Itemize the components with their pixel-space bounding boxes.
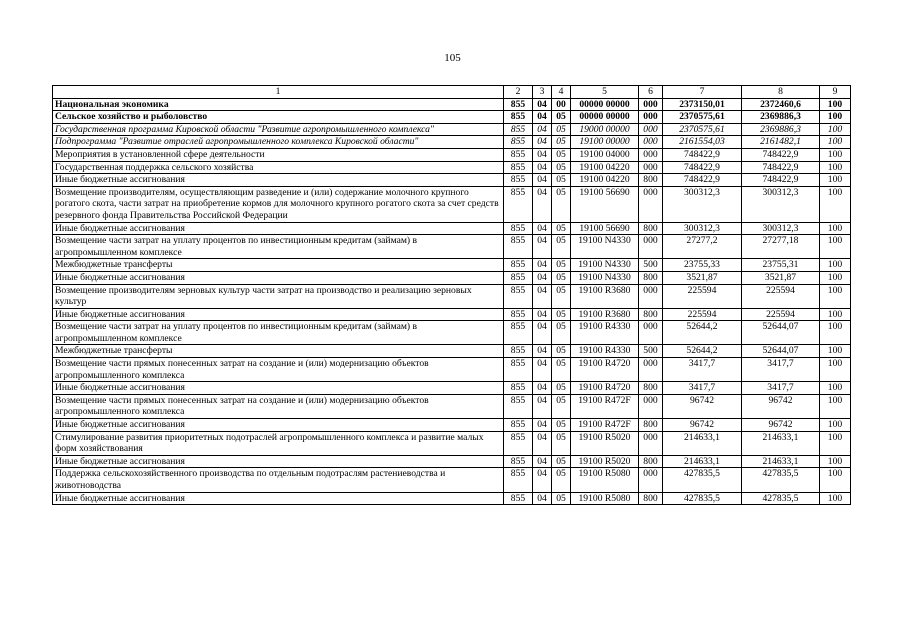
row-name-cell: Иные бюджетные ассигнования — [53, 174, 504, 187]
admin-code-cell: 855 — [504, 358, 533, 382]
table-row — [53, 111, 851, 124]
admin-code-cell: 855 — [504, 98, 533, 111]
subsection-cell: 05 — [552, 161, 571, 174]
percent-cell: 100 — [820, 394, 851, 418]
target-article-cell: 00000 00000 — [571, 98, 639, 111]
admin-code-cell: 855 — [504, 186, 533, 222]
section-cell: 04 — [533, 111, 552, 124]
target-article-cell: 19100 56690 — [571, 222, 639, 235]
row-name-cell: Возмещение части затрат на уплату процентов по инвестиционным кредитам (займам) в агропромышленном комплексе — [53, 321, 504, 345]
table-row — [53, 161, 851, 174]
expense-type-cell: 800 — [639, 222, 663, 235]
subsection-cell: 05 — [552, 358, 571, 382]
subsection-cell: 05 — [552, 468, 571, 492]
percent-cell: 100 — [820, 148, 851, 161]
row-name-cell: Подпрограмма "Развитие отраслей агропромышленного комплекса Кировской области" — [53, 136, 504, 149]
row-name-cell: Национальная экономика — [53, 98, 504, 111]
target-article-cell: 19100 R5020 — [571, 455, 639, 468]
table-row — [53, 123, 851, 136]
section-cell: 04 — [533, 284, 552, 308]
target-article-cell: 19100 R5020 — [571, 431, 639, 455]
admin-code-cell: 855 — [504, 382, 533, 395]
percent-cell: 100 — [820, 136, 851, 149]
header-cell: 8 — [742, 86, 820, 99]
expense-type-cell: 000 — [639, 186, 663, 222]
header-cell: 7 — [663, 86, 742, 99]
planned-amount-cell: 214633,1 — [663, 431, 742, 455]
expense-type-cell: 000 — [639, 123, 663, 136]
percent-cell: 100 — [820, 358, 851, 382]
planned-amount-cell: 2373150,01 — [663, 98, 742, 111]
admin-code-cell: 855 — [504, 148, 533, 161]
subsection-cell: 05 — [552, 394, 571, 418]
executed-amount-cell: 427835,5 — [742, 468, 820, 492]
table-row — [53, 468, 851, 492]
admin-code-cell: 855 — [504, 431, 533, 455]
table-row — [53, 382, 851, 395]
row-name-cell: Государственная программа Кировской области "Развитие агропромышленного комплекса" — [53, 123, 504, 136]
row-name-cell: Сельское хозяйство и рыболовство — [53, 111, 504, 124]
admin-code-cell: 855 — [504, 455, 533, 468]
executed-amount-cell: 52644,07 — [742, 321, 820, 345]
planned-amount-cell: 3521,87 — [663, 271, 742, 284]
target-article-cell: 19100 R4720 — [571, 382, 639, 395]
planned-amount-cell: 52644,2 — [663, 321, 742, 345]
admin-code-cell: 855 — [504, 321, 533, 345]
percent-cell: 100 — [820, 174, 851, 187]
executed-amount-cell: 748422,9 — [742, 148, 820, 161]
table-row — [53, 235, 851, 259]
expense-type-cell: 000 — [639, 111, 663, 124]
target-article-cell: 19100 R4720 — [571, 358, 639, 382]
section-cell: 04 — [533, 136, 552, 149]
section-cell: 04 — [533, 468, 552, 492]
section-cell: 04 — [533, 222, 552, 235]
admin-code-cell: 855 — [504, 222, 533, 235]
row-name-cell: Мероприятия в установленной сфере деятельности — [53, 148, 504, 161]
executed-amount-cell: 300312,3 — [742, 186, 820, 222]
expense-type-cell: 000 — [639, 321, 663, 345]
planned-amount-cell: 225594 — [663, 284, 742, 308]
row-name-cell: Иные бюджетные ассигнования — [53, 308, 504, 321]
executed-amount-cell: 23755,31 — [742, 259, 820, 272]
planned-amount-cell: 300312,3 — [663, 222, 742, 235]
executed-amount-cell: 52644,07 — [742, 345, 820, 358]
admin-code-cell: 855 — [504, 284, 533, 308]
section-cell: 04 — [533, 271, 552, 284]
row-name-cell: Поддержка сельскохозяйственного производства по отдельным подотраслям растениеводства и животноводства — [53, 468, 504, 492]
percent-cell: 100 — [820, 382, 851, 395]
target-article-cell: 19100 56690 — [571, 186, 639, 222]
planned-amount-cell: 748422,9 — [663, 161, 742, 174]
subsection-cell: 05 — [552, 111, 571, 124]
executed-amount-cell: 96742 — [742, 419, 820, 432]
expense-type-cell: 500 — [639, 259, 663, 272]
expense-type-cell: 800 — [639, 174, 663, 187]
table-row — [53, 394, 851, 418]
expense-type-cell: 000 — [639, 284, 663, 308]
target-article-cell: 19100 04220 — [571, 161, 639, 174]
section-cell: 04 — [533, 259, 552, 272]
percent-cell: 100 — [820, 468, 851, 492]
header-cell: 2 — [504, 86, 533, 99]
subsection-cell: 05 — [552, 136, 571, 149]
percent-cell: 100 — [820, 235, 851, 259]
section-cell: 04 — [533, 123, 552, 136]
target-article-cell: 19100 00000 — [571, 136, 639, 149]
percent-cell: 100 — [820, 222, 851, 235]
admin-code-cell: 855 — [504, 235, 533, 259]
admin-code-cell: 855 — [504, 259, 533, 272]
expense-type-cell: 000 — [639, 235, 663, 259]
expense-type-cell: 000 — [639, 431, 663, 455]
subsection-cell: 05 — [552, 148, 571, 161]
expense-type-cell: 000 — [639, 148, 663, 161]
percent-cell: 100 — [820, 284, 851, 308]
executed-amount-cell: 214633,1 — [742, 431, 820, 455]
expense-type-cell: 800 — [639, 455, 663, 468]
target-article-cell: 19100 R5080 — [571, 468, 639, 492]
subsection-cell: 05 — [552, 174, 571, 187]
admin-code-cell: 855 — [504, 123, 533, 136]
header-row — [53, 86, 851, 99]
percent-cell: 100 — [820, 345, 851, 358]
planned-amount-cell: 2370575,61 — [663, 111, 742, 124]
section-cell: 04 — [533, 345, 552, 358]
table-row — [53, 259, 851, 272]
header-cell: 6 — [639, 86, 663, 99]
admin-code-cell: 855 — [504, 492, 533, 505]
section-cell: 04 — [533, 455, 552, 468]
planned-amount-cell: 96742 — [663, 394, 742, 418]
table-row — [53, 284, 851, 308]
subsection-cell: 05 — [552, 419, 571, 432]
executed-amount-cell: 2161482,1 — [742, 136, 820, 149]
section-cell: 04 — [533, 161, 552, 174]
executed-amount-cell: 427835,5 — [742, 492, 820, 505]
subsection-cell: 05 — [552, 321, 571, 345]
subsection-cell: 05 — [552, 345, 571, 358]
section-cell: 04 — [533, 431, 552, 455]
planned-amount-cell: 52644,2 — [663, 345, 742, 358]
row-name-cell: Возмещение части прямых понесенных затрат на создание и (или) модернизацию объектов агропромышленного комплекса — [53, 394, 504, 418]
target-article-cell: 19100 04220 — [571, 174, 639, 187]
section-cell: 04 — [533, 98, 552, 111]
planned-amount-cell: 427835,5 — [663, 492, 742, 505]
subsection-cell: 05 — [552, 492, 571, 505]
subsection-cell: 05 — [552, 123, 571, 136]
table-row — [53, 345, 851, 358]
expense-type-cell: 800 — [639, 271, 663, 284]
admin-code-cell: 855 — [504, 419, 533, 432]
planned-amount-cell: 2370575,61 — [663, 123, 742, 136]
executed-amount-cell: 748422,9 — [742, 161, 820, 174]
subsection-cell: 05 — [552, 455, 571, 468]
executed-amount-cell: 2372460,6 — [742, 98, 820, 111]
subsection-cell: 05 — [552, 259, 571, 272]
executed-amount-cell: 225594 — [742, 308, 820, 321]
target-article-cell: 19100 N4330 — [571, 235, 639, 259]
section-cell: 04 — [533, 148, 552, 161]
table-row — [53, 186, 851, 222]
row-name-cell: Иные бюджетные ассигнования — [53, 222, 504, 235]
percent-cell: 100 — [820, 308, 851, 321]
subsection-cell: 05 — [552, 431, 571, 455]
row-name-cell: Межбюджетные трансферты — [53, 259, 504, 272]
section-cell: 04 — [533, 382, 552, 395]
percent-cell: 100 — [820, 419, 851, 432]
planned-amount-cell: 748422,9 — [663, 174, 742, 187]
table-row — [53, 136, 851, 149]
executed-amount-cell: 225594 — [742, 284, 820, 308]
row-name-cell: Возмещение части затрат на уплату процентов по инвестиционным кредитам (займам) в агропромышленном комплексе — [53, 235, 504, 259]
row-name-cell: Иные бюджетные ассигнования — [53, 455, 504, 468]
percent-cell: 100 — [820, 321, 851, 345]
page-number: 105 — [444, 52, 461, 64]
header-cell: 1 — [53, 86, 504, 99]
target-article-cell: 19100 R4330 — [571, 345, 639, 358]
table-row — [53, 271, 851, 284]
planned-amount-cell: 748422,9 — [663, 148, 742, 161]
subsection-cell: 05 — [552, 222, 571, 235]
expense-type-cell: 500 — [639, 345, 663, 358]
executed-amount-cell: 748422,9 — [742, 174, 820, 187]
planned-amount-cell: 225594 — [663, 308, 742, 321]
expense-type-cell: 000 — [639, 468, 663, 492]
budget-table — [52, 85, 851, 505]
table-row — [53, 455, 851, 468]
row-name-cell: Межбюджетные трансферты — [53, 345, 504, 358]
subsection-cell: 05 — [552, 271, 571, 284]
header-cell: 9 — [820, 86, 851, 99]
row-name-cell: Иные бюджетные ассигнования — [53, 382, 504, 395]
expense-type-cell: 800 — [639, 492, 663, 505]
executed-amount-cell: 2369886,3 — [742, 111, 820, 124]
percent-cell: 100 — [820, 455, 851, 468]
target-article-cell: 19000 00000 — [571, 123, 639, 136]
target-article-cell: 19100 R5080 — [571, 492, 639, 505]
expense-type-cell: 800 — [639, 308, 663, 321]
table-row — [53, 358, 851, 382]
expense-type-cell: 000 — [639, 98, 663, 111]
subsection-cell: 00 — [552, 98, 571, 111]
admin-code-cell: 855 — [504, 136, 533, 149]
admin-code-cell: 855 — [504, 394, 533, 418]
table-row — [53, 321, 851, 345]
executed-amount-cell: 3417,7 — [742, 358, 820, 382]
planned-amount-cell: 427835,5 — [663, 468, 742, 492]
planned-amount-cell: 214633,1 — [663, 455, 742, 468]
row-name-cell: Возмещение производителям, осуществляющим разведение и (или) содержание молочного крупного рогатого скота, части затрат на приобретение кормов для молочного крупного рогатого скота за счет средств резервного фонда Правительства Российской Федерации — [53, 186, 504, 222]
percent-cell: 100 — [820, 431, 851, 455]
expense-type-cell: 000 — [639, 358, 663, 382]
table-row — [53, 431, 851, 455]
admin-code-cell: 855 — [504, 308, 533, 321]
row-name-cell: Возмещение производителям зерновых культур части затрат на производство и реализацию зерновых культур — [53, 284, 504, 308]
planned-amount-cell: 300312,3 — [663, 186, 742, 222]
planned-amount-cell: 3417,7 — [663, 382, 742, 395]
percent-cell: 100 — [820, 98, 851, 111]
planned-amount-cell: 96742 — [663, 419, 742, 432]
target-article-cell: 00000 00000 — [571, 111, 639, 124]
expense-type-cell: 800 — [639, 419, 663, 432]
header-cell: 5 — [571, 86, 639, 99]
row-name-cell: Иные бюджетные ассигнования — [53, 419, 504, 432]
executed-amount-cell: 2369886,3 — [742, 123, 820, 136]
table-row — [53, 419, 851, 432]
table-row — [53, 98, 851, 111]
section-cell: 04 — [533, 419, 552, 432]
section-cell: 04 — [533, 394, 552, 418]
section-cell: 04 — [533, 174, 552, 187]
header-cell: 4 — [552, 86, 571, 99]
table-row — [53, 492, 851, 505]
section-cell: 04 — [533, 358, 552, 382]
table-row — [53, 222, 851, 235]
subsection-cell: 05 — [552, 308, 571, 321]
target-article-cell: 19100 R3680 — [571, 284, 639, 308]
target-article-cell: 19100 04000 — [571, 148, 639, 161]
planned-amount-cell: 27277,2 — [663, 235, 742, 259]
section-cell: 04 — [533, 492, 552, 505]
admin-code-cell: 855 — [504, 111, 533, 124]
subsection-cell: 05 — [552, 382, 571, 395]
executed-amount-cell: 3521,87 — [742, 271, 820, 284]
target-article-cell: 19100 R3680 — [571, 308, 639, 321]
table-row — [53, 148, 851, 161]
executed-amount-cell: 3417,7 — [742, 382, 820, 395]
admin-code-cell: 855 — [504, 174, 533, 187]
admin-code-cell: 855 — [504, 345, 533, 358]
header-cell: 3 — [533, 86, 552, 99]
percent-cell: 100 — [820, 123, 851, 136]
section-cell: 04 — [533, 321, 552, 345]
row-name-cell: Стимулирование развития приоритетных подотраслей агропромышленного комплекса и развитие малых форм хозяйствования — [53, 431, 504, 455]
executed-amount-cell: 300312,3 — [742, 222, 820, 235]
subsection-cell: 05 — [552, 186, 571, 222]
planned-amount-cell: 23755,33 — [663, 259, 742, 272]
admin-code-cell: 855 — [504, 271, 533, 284]
percent-cell: 100 — [820, 186, 851, 222]
percent-cell: 100 — [820, 271, 851, 284]
admin-code-cell: 855 — [504, 161, 533, 174]
row-name-cell: Иные бюджетные ассигнования — [53, 492, 504, 505]
target-article-cell: 19100 R472F — [571, 394, 639, 418]
row-name-cell: Возмещение части прямых понесенных затрат на создание и (или) модернизацию объектов агропромышленного комплекса — [53, 358, 504, 382]
expense-type-cell: 000 — [639, 394, 663, 418]
percent-cell: 100 — [820, 259, 851, 272]
executed-amount-cell: 27277,18 — [742, 235, 820, 259]
row-name-cell: Иные бюджетные ассигнования — [53, 271, 504, 284]
planned-amount-cell: 3417,7 — [663, 358, 742, 382]
expense-type-cell: 000 — [639, 161, 663, 174]
section-cell: 04 — [533, 235, 552, 259]
section-cell: 04 — [533, 186, 552, 222]
target-article-cell: 19100 N4330 — [571, 259, 639, 272]
executed-amount-cell: 96742 — [742, 394, 820, 418]
expense-type-cell: 000 — [639, 136, 663, 149]
expense-type-cell: 800 — [639, 382, 663, 395]
section-cell: 04 — [533, 308, 552, 321]
row-name-cell: Государственная поддержка сельского хозяйства — [53, 161, 504, 174]
planned-amount-cell: 2161554,03 — [663, 136, 742, 149]
subsection-cell: 05 — [552, 284, 571, 308]
percent-cell: 100 — [820, 492, 851, 505]
subsection-cell: 05 — [552, 235, 571, 259]
target-article-cell: 19100 R472F — [571, 419, 639, 432]
table-row — [53, 174, 851, 187]
admin-code-cell: 855 — [504, 468, 533, 492]
target-article-cell: 19100 N4330 — [571, 271, 639, 284]
table-row — [53, 308, 851, 321]
percent-cell: 100 — [820, 111, 851, 124]
executed-amount-cell: 214633,1 — [742, 455, 820, 468]
percent-cell: 100 — [820, 161, 851, 174]
target-article-cell: 19100 R4330 — [571, 321, 639, 345]
